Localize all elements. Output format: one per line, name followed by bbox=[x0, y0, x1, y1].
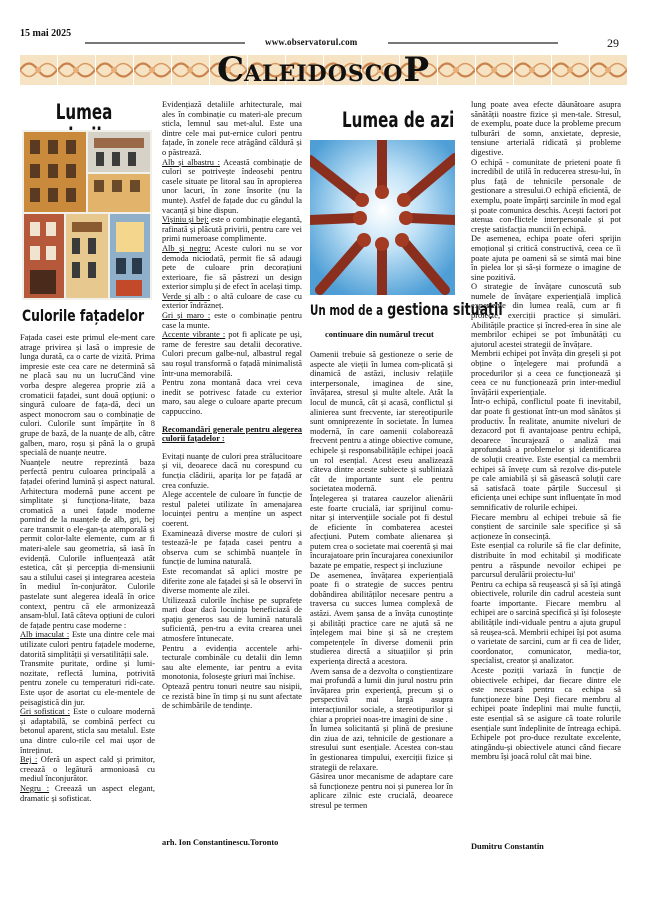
body-paragraph: lung poate avea efecte dăunătoare asupra sănătății noastre fizice și men-tale. Stresul, de exemplu, poate duce la probleme precum tulburări de somn, anxietate, depresie, tensiune arterială ridicată și probleme digestive. bbox=[471, 100, 621, 157]
body-paragraph: Aceste poziții variază în funcție de obiectivele echipei, dar fiecare dintre ele este necesară pentru ca echipa să funcționeze bine Deși fiecare membru al echipei poate îndeplini mai multe funcții, este esențial să se asigure că toate rolurile esențiale sunt îndeplinite de întreaga echipă. Echipele pot pro-duce rezultate excelente, atingându-și obiectivele atunci când fiecare membru își joacă rolul cât mai bine. bbox=[471, 666, 621, 762]
paragraph-label: Alb și negru: bbox=[162, 243, 211, 253]
paragraph-text: Creează un aspect elegant, dramatic și sofisticat. bbox=[20, 783, 155, 803]
paragraph-text: Această combinație de culori se potrivește îndeosebi pentru casele situate pe litoral sau în apropierea unor lacuri, în zone însorite (nu la munte). Astfel de fațade duc cu gândul la vacanță și bine dispun. bbox=[162, 157, 302, 215]
body-paragraph: Este recomandat să aplici mostre pe diferite zone ale fațadei și să le observi în diverse momente ale zilei. bbox=[162, 566, 302, 596]
body-paragraph: Într-o echipă, conflictul poate fi inevitabil, dar poate fi gestionat într-un mod sănătos și productiv. În realitate, anumite niveluri de dezacord pot fi avantajoase pentru echipă, deoarece încurajează o analiză mai aprofundată a problemelor și identificarea de soluții creative. Este esențial ca membrii echipei să învețe cum să rezolve dis-putele pe cale amiabilă și să găsească soluții care să satisfacă toate părțile Succesul și eficiența unei echipe sunt influențate în mod semnificativ de rolurile echipei. bbox=[471, 397, 621, 512]
body-paragraph: Utilizează culorile închise pe suprafețe mari doar dacă locuința beneficiază de spațiu generos sau de lumină naturală suficientă, pen-tru a evita crearea unei atmosfere întunecate. bbox=[162, 595, 302, 644]
labeled-paragraph bbox=[20, 630, 155, 659]
page-header bbox=[20, 28, 625, 50]
labeled-paragraph bbox=[162, 292, 302, 311]
body-paragraph: Pentru ca echipa să reușească și să își atingă obiectivele, rolurile din cadrul acesteia sunt foarte importante. Fiecare membru al echipei are o sarcină specifică și își folosește abilitățile indi-viduale pentru a ajuta grupul să reușea-scă. Membrii echipei își pot asuma o varietate de sarcini, cum ar fi cea de lider, coordonator, comunicator, media-tor, specialist, creator și analizator. bbox=[471, 579, 622, 666]
left-article-signature: arh. Ion Constantinescu.Toronto bbox=[162, 838, 279, 847]
paragraph-label: Negru : bbox=[20, 783, 50, 793]
banner-ornament-tile bbox=[96, 55, 133, 85]
body-paragraph: Pentru a evidenția accentele arhi-tecturale combinăle cu detalii din lemn sau alte elemente, iar pentru a evita monotonia, folosește griuri mai închise. bbox=[162, 643, 302, 682]
masthead-first-letter: C bbox=[216, 50, 245, 90]
right-article-signature: Dumitru Constantin bbox=[471, 842, 544, 851]
paragraph-text: Pentru zona montană daca vrei ceva inedit se potrivesc fatade cu exterior maro, sau alege o culoare aparte precum cappuccino. bbox=[162, 378, 302, 416]
labeled-paragraph bbox=[162, 244, 302, 292]
headline-part-2: gestiona situații bbox=[387, 300, 503, 320]
paragraph-text: Oferă un aspect cald și primitor, creează o legătură armonioasă cu mediul înconjurător. bbox=[20, 755, 155, 784]
header-rule-right bbox=[388, 42, 558, 44]
labeled-paragraph bbox=[20, 659, 155, 707]
banner-ornament-tile bbox=[514, 55, 551, 85]
section-subheading: Recomandări generale pentru alegerea culorii fațadelor : bbox=[162, 424, 302, 444]
body-paragraph: În lumea solicitantă și plină de presiune din ziua de azi, tehnicile de gestionare a stresului sunt esențiale. Acestea con-stau în gestionarea timpului, exerciții fizice și strategii de relaxare. bbox=[310, 724, 453, 772]
body-paragraph: Alege accentele de culoare în funcție de restul paletei utilizate în amenajarea locuinței pentru a mențíne un aspect coerent. bbox=[162, 490, 302, 528]
labeled-paragraph bbox=[162, 158, 302, 216]
labeled-paragraph bbox=[20, 707, 155, 755]
headline-facades: Culorile fațadelor bbox=[22, 306, 145, 325]
masthead-last-letter: P bbox=[403, 50, 430, 90]
paragraph-text: Este una dintre cele mai utilizate culori pentru fațadele moderne, datorită simplității și versatilității sale. bbox=[20, 630, 155, 659]
paragraph-label: Bej : bbox=[20, 755, 38, 765]
body-paragraph: Optează pentru tonuri neutre sau nisipii, ce rezistă bine în timp și nu sunt afectate de schimbările de tendințe. bbox=[162, 682, 302, 711]
body-paragraph: Găsirea unor mecanisme de adaptare care să funcționeze pentru noi și punerea lor în aplicare zilnic este crucială, deoarece stresul pe termen bbox=[310, 772, 453, 810]
site-url[interactable]: www.observatorul.com bbox=[265, 37, 358, 47]
labeled-paragraph bbox=[162, 378, 302, 416]
labeled-paragraph bbox=[162, 311, 302, 330]
body-paragraph: Fiecare membru al echipei trebuie să fie conștient de sarcinile sale specifice și să acționeze în consecință. bbox=[471, 512, 621, 541]
body-paragraph: Fațada casei este primul ele-ment care atrage privirea și lasă o impresie de lunga durată, ca o carte de vizită. Prima impresie este cea care ne determină să ne placă sau nu un lucruCând vine vorba despre alegerea proprie ziă a cromaticii fațadei, sunt două opțiuni: o singură culoare de fața-dă, deci un aspect monocrom sau o combinație de culori. Culorile sunt împărțite în 8 grupe de bază, de la nuanțe de alb, câtre galben, maro, roșu și până la o grupă specială de nuanțe neutre. bbox=[20, 333, 155, 458]
body-paragraph: Evidențiază detaliile arhitecturale, mai ales în combinație cu materi-ale precum sticla, lemnul sau met-alul. Este una dintre cele mai put-ernice culori pentru fațade, în zonele rece atrăgând căldură și o păstrează. bbox=[162, 100, 302, 157]
paragraph-text: Transmite puritate, ordine și lumi-nozitate, reflectă lumina, potrivită pentru zonele cu temperaturi ridi-cate. Este ușor de asortat cu ele-mentele de peisagistică din jur. bbox=[20, 659, 155, 707]
paragraph-label: Gri sofisticat : bbox=[20, 707, 70, 717]
paragraph-text: Este o culoare modernă și adaptabilă, se combină perfect cu betonul aparent, sticla sau metalul. Este una dintre culo-rile cel mai ușor de întreținut. bbox=[20, 707, 155, 755]
labeled-paragraph bbox=[20, 784, 155, 803]
body-paragraph: Membrii echipei pot învăța din greșeli și pot obține o înțelegere mai profundă a procedurilor și a ceea ce funcționează și ceea ce nu funcționează prin inter-mediul învățării experiențiale. bbox=[471, 349, 621, 397]
paragraph-text: o altă culoare de case cu exterior îndrăzneț. bbox=[162, 291, 302, 311]
labeled-paragraph bbox=[162, 215, 302, 244]
masthead-title bbox=[178, 50, 468, 90]
banner-ornament-tile bbox=[58, 55, 95, 85]
section-title-today: Lumea de azi bbox=[342, 108, 455, 132]
body-paragraph: Înțelegerea și tratarea cauzelor alienării este foarte crucială, iar sprijinul comu-nitar și intervențiile sociale pot fi destul de eficiente în combaterea acestei afecțiuni. Putem combate alienarea și putem crea o societate mai coerentă și mai încurajatoare prin încurajarea conexiunilor bazate pe empatie, respect și incluziune bbox=[310, 493, 454, 571]
body-paragraph: Nuanțele neutre reprezintă baza perfectă pentru culoarea principală a fațadei oferind lumină și aspect natural. Arhitectura modernă pune accent pe simplitate și funcționa-litate, baza cromatică a unei fațade moderne pornind de la nuanțele de alb, gri, bej care transmit o ele-gan-ța atemporală și permit color-lalte elemente, cum ar fi materi-alele sau geometria, să iasă în evidență. Culorile influențează atât estetica, cât și percepția di-mensiunii sau a stilului casei și integrarea acesteia în mediul în-conjurător. Culorile pastelate sunt alegerea ideală în orice context, pentru că ele armonizează ansam-blul. Iată câteva opțiuni de culori de fațade pentru case moderne : bbox=[20, 457, 155, 630]
paragraph-label: Alb și albastru : bbox=[162, 157, 220, 167]
hands-image bbox=[310, 140, 455, 295]
section-title-colors: Lumea bbox=[55, 100, 113, 124]
paragraph-text: pot fi aplicate pe uși, rame de ferestre sau detalii decorative. Culori precum galbe-nul, albastrul regal sau roșul transformă o fațadă minimalistă într-una memorabilă. bbox=[162, 330, 302, 378]
banner-ornament-tile bbox=[476, 55, 513, 85]
paragraph-label: Alb imaculat : bbox=[20, 630, 70, 640]
body-paragraph: De asemenea, echipa poate oferi sprijin emoțional și critică constructivă, ceea ce îi poate ajuta pe oameni să se simtă mai bine în pielea lor și să-și formeze o imagine de sine pozitivă. bbox=[471, 234, 621, 282]
body-paragraph: De asemenea, învățarea experiențială poate fi o strategie de succes pentru dobândirea abilităților necesare pentru a traversa cu succes lumea complexă de astăzi. Avem șansa de a învăța cunoștințe și abilități practice care ne ajută să ne înțelegem mai bine și să ne creștem competențele în diverse domenii prin studierea directă a situațiilor și prin experiența directă a acestora. bbox=[310, 570, 453, 666]
body-paragraph: O strategie de învățare cunoscută sub numele de învățare experiențială implică experiențe din lumea reală, cum ar fi proiecte, exerciții practice și simulări. Abilitățile practice și încred-erea în sine ale membrilor echipei se pot îmbunătăți cu ajutorul acestei strategii de învățare. bbox=[471, 282, 621, 349]
paragraph-text: este o combinație pentru case la munte. bbox=[162, 311, 302, 330]
banner-ornament-tile bbox=[20, 55, 57, 85]
masthead-middle: ALEIDOSCO bbox=[244, 61, 404, 87]
body-paragraph: O echipă - comunitate de prieteni poate fi incredibil de utilă în reducerea stresu-lui, în plus față de tehnicile personale de gestionare a stresului.O echipă eficientă, de exemplu, poate împărți sarcinile în mod egal și poate comunica deschis. Acești factori pot atenua con-flictele interpersonale și pot crește satisfacția muncii în echipă. bbox=[471, 157, 621, 234]
facades-collage-image bbox=[22, 130, 152, 300]
header-rule-left bbox=[85, 42, 245, 44]
banner-ornament-tile bbox=[552, 55, 589, 85]
body-paragraph: Evitați nuanțe de culori prea strălucitoare și vii, deoarece dacă nu corespund cu funcția clădirii, aparița lor pe fațadă ar crea confuzie. bbox=[162, 451, 302, 490]
body-paragraph: Avem sansa de a dezvolta o conștientizare mai profundă a lumii din jurul nostru prin învățarea prin experiență, precum și o perspectivă mai largă asupra interacțiunilor sociale, a stereotipurilor și chiar a propriei noas-tre imagini de sine . bbox=[310, 666, 453, 724]
right-article-column-3 bbox=[310, 350, 453, 811]
banner-ornament-tile bbox=[134, 55, 171, 85]
paragraph-text: Aceste culori nu se vor demoda niciodată, permit fie să adaugi pete de culoare prin decorațiuni exterioare, fie să păstrezi un design exterior simplu și de efect în același timp. bbox=[162, 243, 303, 292]
paragraph-label: Gri și maro : bbox=[162, 311, 211, 321]
labeled-paragraph bbox=[20, 755, 155, 784]
paragraph-label: Accente vibrante : bbox=[162, 330, 226, 340]
body-paragraph: Oamenii trebuie să gestioneze o serie de aspecte ale vieții în lumea com-plicată și dinamică de astăzi, inclusiv relațiile interpersonale, imaginea de sine, învățarea, stresul și multe altele. Atât la locul de muncă, cât și acasă, conflictul și alinierea sunt frecvente, iar stereotipurile sunt omniprezente în societate. În lumea modernă, în care oamenii colaborează frecvent pentru a atinge obiective comune, echipele și responsabilitățile echipei joacă un rol esențial. Acest eseu analizează câteva dintre aceste subiecte și subliniază cât de importante sunt ele pentru societatea modernă. bbox=[310, 350, 453, 494]
right-article-column-4 bbox=[471, 100, 621, 762]
paragraph-text: este o combinație elegantă, rafinată și plăcută privirii, pentru care vei primi numeroase complimente. bbox=[162, 215, 302, 244]
body-paragraph: Examinează diverse mostre de culori și testează-le pe fațada casei pentru a observa cum se schimbă nuanțele în funcție de lumina naturală. bbox=[162, 528, 302, 567]
subheadline: continuare din numărul trecut bbox=[325, 330, 434, 339]
paragraph-label: Vișiniu și bej: bbox=[162, 215, 209, 225]
left-article-column-2 bbox=[162, 100, 302, 711]
headline-part-1: Un mod de a bbox=[310, 303, 384, 319]
body-paragraph: Este esențial ca rolurile să fie clar definite, distribuite în mod echitabil și modificate pentru a răspunde nevoilor echipei pe parcursul derulării proiectu-lui' bbox=[471, 541, 621, 580]
banner-ornament-tile bbox=[590, 55, 627, 85]
left-article-column-1 bbox=[20, 333, 155, 803]
issue-date: 15 mai 2025 bbox=[20, 28, 72, 39]
page-number: 29 bbox=[607, 36, 619, 50]
labeled-paragraph bbox=[162, 330, 302, 378]
paragraph-label: Verde și alb : bbox=[162, 291, 211, 301]
